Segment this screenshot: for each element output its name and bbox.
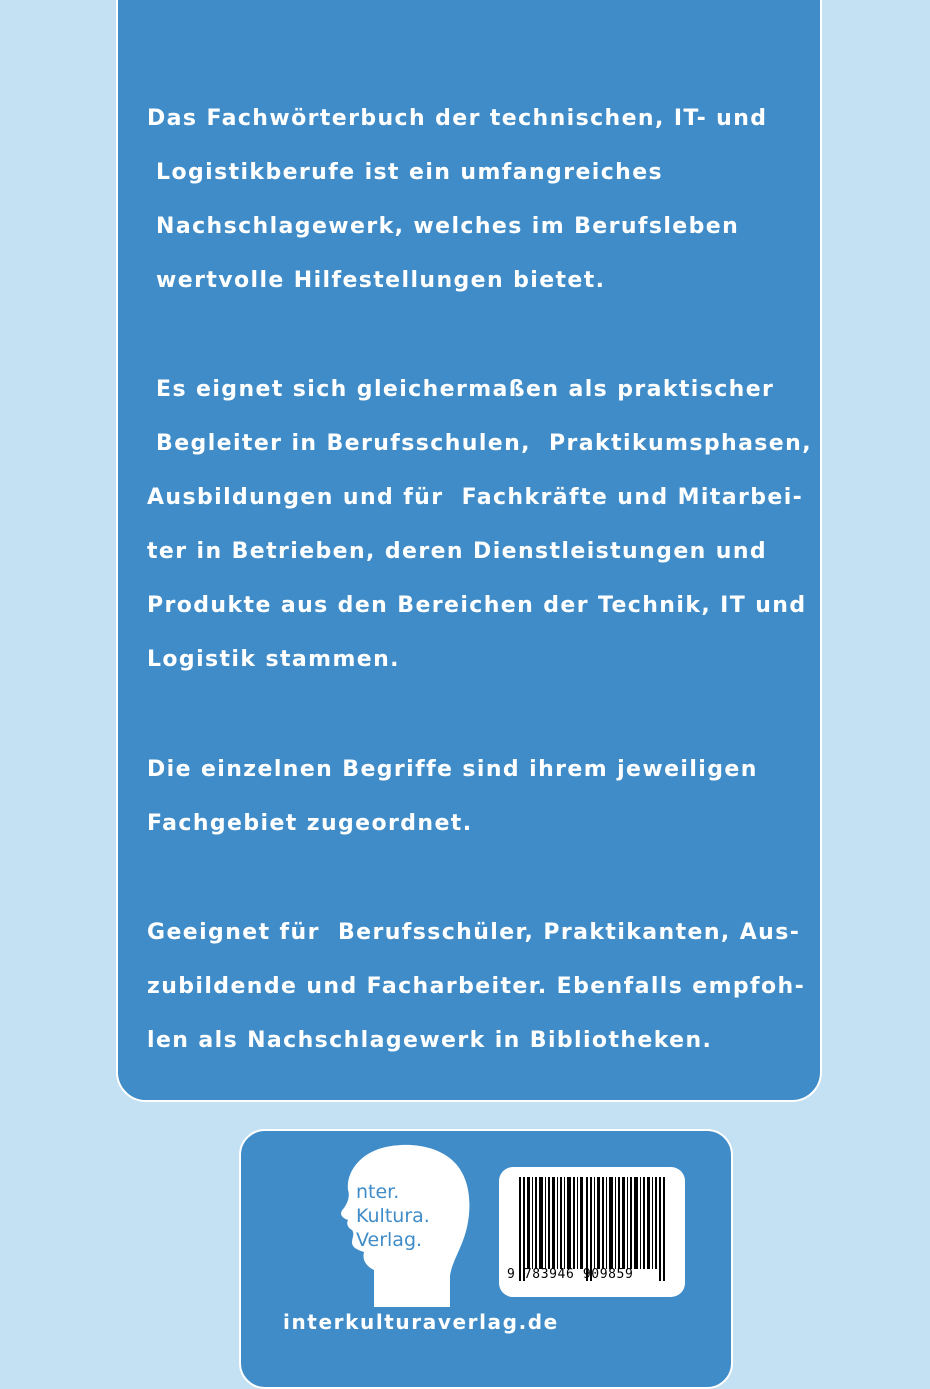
logo-text: Kultura. bbox=[356, 1205, 430, 1227]
description-line: wertvolle Hilfestellungen bietet. bbox=[147, 268, 606, 293]
barcode bbox=[499, 1167, 685, 1297]
description-line: Es eignet sich gleichermaßen als praktischer bbox=[147, 377, 775, 402]
description-line: Fachgebiet zugeordnet. bbox=[147, 811, 473, 836]
description-line: Geeignet für Berufsschüler, Praktikanten, Aus- bbox=[147, 920, 801, 945]
description-line: Logistik stammen. bbox=[147, 647, 400, 672]
isbn-digits: 9 783946 909859 bbox=[507, 1267, 634, 1282]
description-line: Die einzelnen Begriffe sind ihrem jeweiligen bbox=[147, 757, 758, 782]
description-line: Logistikberufe ist ein umfangreiches bbox=[147, 160, 664, 185]
description-line: Nachschlagewerk, welches im Berufsleben bbox=[147, 214, 740, 239]
description-line: len als Nachschlagewerk in Bibliotheken. bbox=[147, 1028, 713, 1053]
description-line: Begleiter in Berufsschulen, Praktikumsphasen, bbox=[147, 431, 812, 456]
description-line: Produkte aus den Bereichen der Technik, IT und bbox=[147, 593, 807, 618]
description-line: ter in Betrieben, deren Dienstleistungen und bbox=[147, 539, 768, 564]
publisher-website: interkulturaverlag.de bbox=[283, 1310, 559, 1334]
description-line: Ausbildungen und für Fachkräfte und Mitarbei- bbox=[147, 485, 804, 510]
logo-text: nter. bbox=[356, 1181, 400, 1203]
description-line: Das Fachwörterbuch der technischen, IT- und bbox=[147, 106, 768, 131]
logo-text: Verlag. bbox=[356, 1229, 423, 1251]
description-line: zubildende und Facharbeiter. Ebenfalls empfoh- bbox=[147, 974, 806, 999]
